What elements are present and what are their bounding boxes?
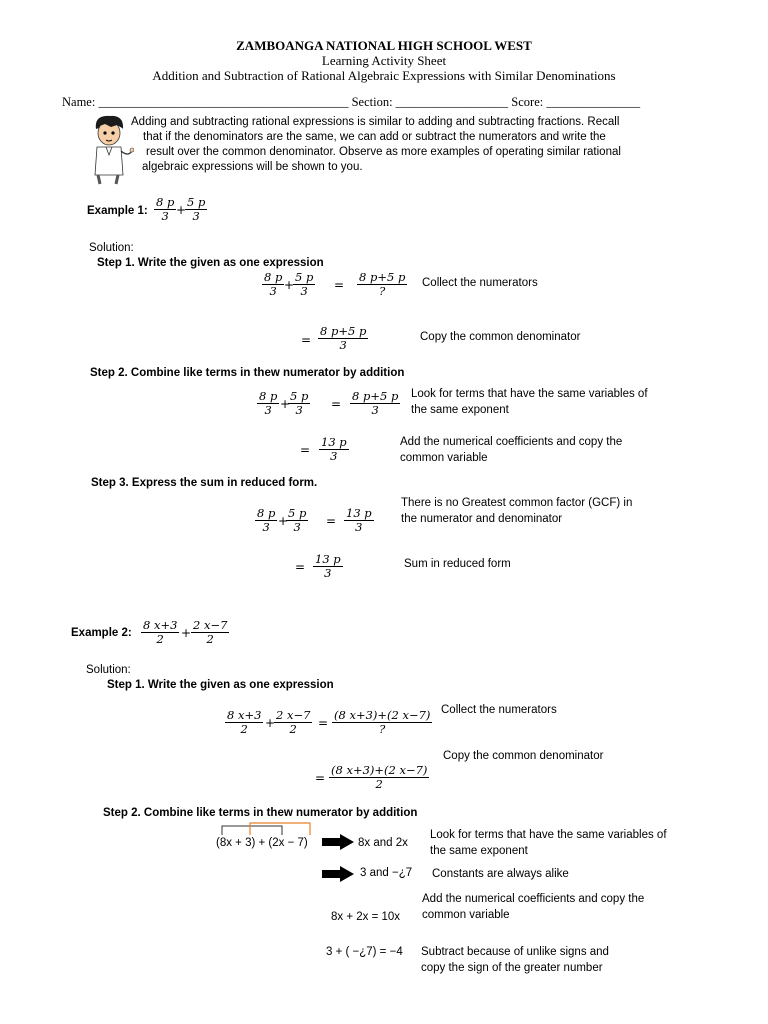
fraction <box>185 196 207 223</box>
step-heading: Step 2. Combine like terms in thew numerator by addition <box>103 807 418 819</box>
fraction: $\frac{5 p}{3}$ <box>288 506 307 534</box>
student-info-line <box>62 95 640 110</box>
step-note: There is no Greatest common factor (GCF) in the numerator and denominator <box>401 497 633 525</box>
step-note: Collect the numerators <box>441 704 557 716</box>
fraction: $\frac{5 p}{3}$ <box>290 389 309 417</box>
sheet-subtitle: Learning Activity Sheet <box>321 53 447 68</box>
fraction: $\frac{8 p}{3}$ <box>257 506 276 534</box>
intro-paragraph <box>130 115 690 175</box>
fraction: $\frac{2 x-7}{2}$ <box>193 618 228 646</box>
intro-line: that if the denominators are the same, we can add or subtract the numerators and write the <box>143 131 606 143</box>
plus-sign: + <box>176 203 187 217</box>
right-arrow-icon <box>322 866 354 882</box>
fraction: $\frac{(8 x+3)+(2 x-7)}{2}$ <box>331 763 428 791</box>
step-heading: Step 1. Write the given as one expression <box>107 679 334 691</box>
step-note: Look for terms that have the same variables of the same exponent <box>430 829 667 857</box>
example1-label: Example 1: <box>87 205 148 217</box>
section-field[interactable]: __________________ <box>395 95 509 109</box>
section-label: Section: <box>351 95 393 109</box>
fraction: $\frac{2 x-7}{2}$ <box>276 708 311 736</box>
solution-label: Solution: <box>86 664 131 676</box>
fraction <box>154 196 176 223</box>
denominator: 3 <box>161 209 169 223</box>
equals-sign: = <box>295 560 306 574</box>
school-title: ZAMBOANGA NATIONAL HIGH SCHOOL WEST <box>236 38 532 53</box>
equals-sign: = <box>301 333 312 347</box>
step-heading: Step 2. Combine like terms in thew numerator by addition <box>90 367 405 379</box>
grouped-expression: (8x + 3) + (2x − 7) <box>216 837 308 849</box>
step-note: Copy the common denominator <box>443 750 604 762</box>
sum-of-x-terms: 8x + 2x = 10x <box>331 911 401 923</box>
score-field[interactable]: _______________ <box>546 95 641 109</box>
intro-line: algebraic expressions will be shown to you. <box>142 161 363 173</box>
step-note: Add the numerical coefficients and copy the common variable <box>422 893 645 921</box>
teacher-cartoon-illustration <box>88 113 134 185</box>
topic-title: Addition and Subtraction of Rational Algebraic Expressions with Similar Denominations <box>152 68 616 83</box>
name-field[interactable]: ________________________________________ <box>98 95 349 109</box>
numerator: 5 p <box>187 195 206 209</box>
right-arrow-icon <box>322 834 354 850</box>
step-note: Sum in reduced form <box>404 558 511 570</box>
fraction: $\frac{8 x+3}{2}$ <box>143 618 178 646</box>
like-terms-pair: 8x and 2x <box>358 837 408 849</box>
equals-sign: = <box>326 514 337 528</box>
step-note: Subtract because of unlike signs and copy the sign of the greater number <box>421 946 609 974</box>
fraction: (8 x+3)+(2 x−7) ? <box>334 708 431 736</box>
solution-label: Solution: <box>89 242 134 254</box>
plus-sign: + <box>280 397 291 411</box>
equals-sign: = <box>315 771 326 785</box>
step-note: Collect the numerators <box>422 277 538 289</box>
fraction: $\frac{8 p+5 p}{3}$ <box>352 389 399 417</box>
equals-sign: = <box>318 716 329 730</box>
plus-sign: + <box>284 278 295 292</box>
fraction: $\frac{13 p}{3}$ <box>321 435 347 463</box>
step-note: Look for terms that have the same variables of the same exponent <box>411 388 648 416</box>
plus-sign: + <box>278 514 289 528</box>
score-label: Score: <box>511 95 544 109</box>
fraction: $\frac{8 p+5 p}{3}$ <box>320 324 367 352</box>
step-heading: Step 3. Express the sum in reduced form. <box>91 477 318 489</box>
numerator: 8 p <box>156 195 175 209</box>
example2-label: Example 2: <box>71 627 132 639</box>
like-terms-brackets <box>216 822 316 836</box>
equals-sign: = <box>334 278 345 292</box>
name-label: Name: <box>62 95 96 109</box>
fraction: $\frac{5 p}{3}$ <box>295 270 314 298</box>
fraction: 8 p+5 p ? <box>359 270 406 298</box>
intro-line: result over the common denominator. Observe as more examples of operating similar rational <box>146 146 621 158</box>
fraction: $\frac{8 p}{3}$ <box>264 270 283 298</box>
intro-line: Adding and subtracting rational expressions is similar to adding and subtracting fractions. Recall <box>131 116 620 128</box>
fraction: $\frac{13 p}{3}$ <box>346 506 372 534</box>
step-note: Constants are always alike <box>432 868 569 880</box>
step-note: Add the numerical coefficients and copy the common variable <box>400 436 623 464</box>
denominator: 3 <box>192 209 200 223</box>
fraction: $\frac{13 p}{3}$ <box>315 552 341 580</box>
equals-sign: = <box>331 397 342 411</box>
fraction: $\frac{8 x+3}{2}$ <box>227 708 262 736</box>
sum-of-constants: 3 + ( −¿7) = −4 <box>326 946 403 958</box>
step-note: Copy the common denominator <box>420 331 581 343</box>
plus-sign: + <box>265 716 276 730</box>
plus-sign: + <box>181 626 192 640</box>
equals-sign: = <box>300 443 311 457</box>
fraction: $\frac{8 p}{3}$ <box>259 389 278 417</box>
step-heading: Step 1. Write the given as one expression <box>97 257 324 269</box>
constants-pair: 3 and −¿7 <box>360 867 413 879</box>
